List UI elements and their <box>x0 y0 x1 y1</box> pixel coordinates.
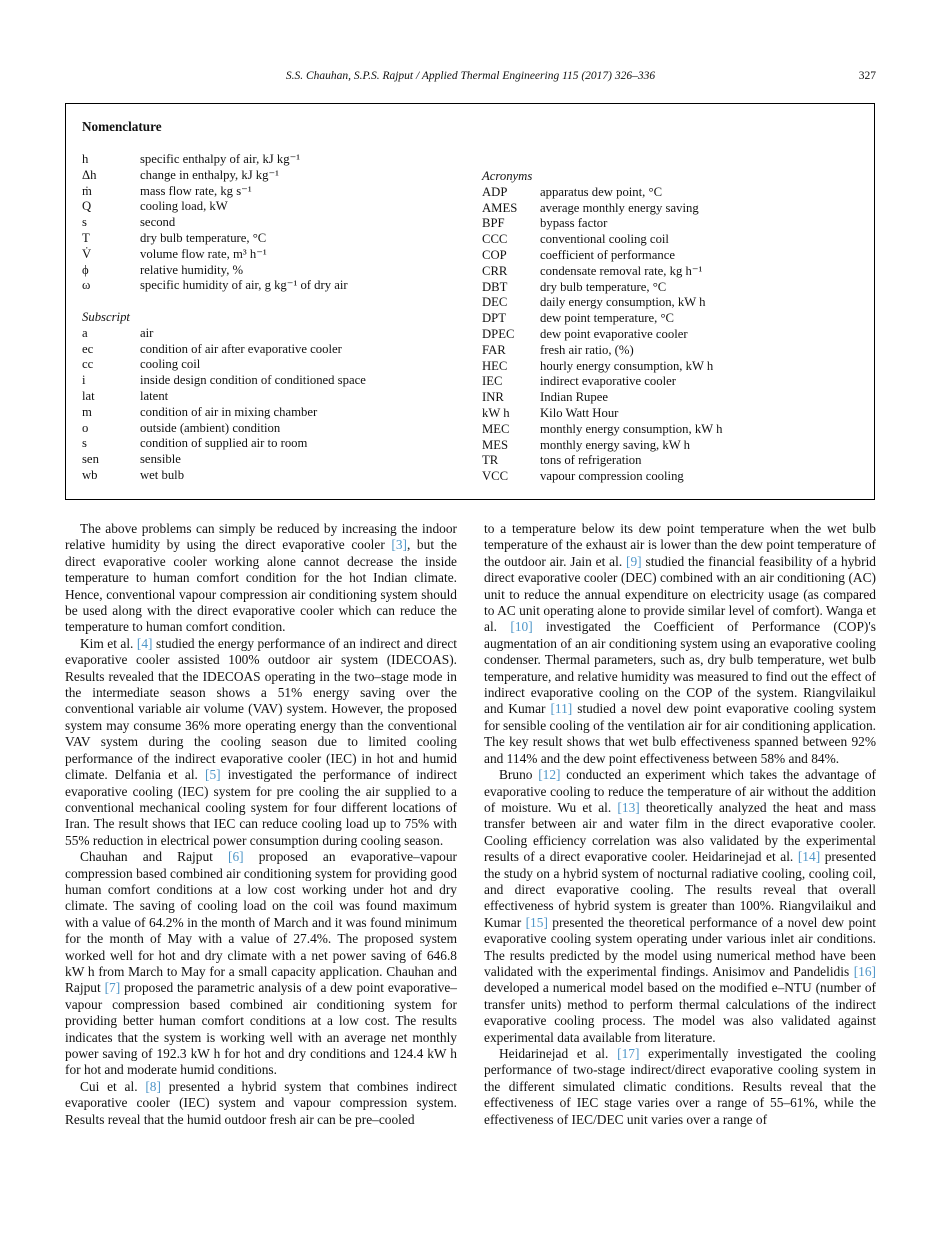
nomenclature-entry <box>482 406 858 422</box>
citation-link[interactable]: [10] <box>510 619 533 635</box>
definition: fresh air ratio, (%) <box>540 342 634 357</box>
definition: air <box>140 325 154 340</box>
nomenclature-entry <box>82 342 482 358</box>
citation-link[interactable]: [5] <box>205 767 221 783</box>
nomenclature-entry <box>482 453 858 469</box>
definition: Kilo Watt Hour <box>540 405 619 420</box>
definition: volume flow rate, m³ h⁻¹ <box>140 246 267 261</box>
nomenclature-entry <box>82 199 482 215</box>
text-run: Bruno <box>499 767 539 783</box>
nomenclature-entry <box>482 359 858 375</box>
definition: sensible <box>140 452 181 467</box>
term: DPEC <box>482 326 515 341</box>
definition: dew point evaporative cooler <box>540 326 688 341</box>
nomenclature-entry <box>82 436 482 452</box>
term: ω <box>82 278 91 293</box>
nomenclature-box <box>65 103 875 500</box>
term: ec <box>82 341 94 356</box>
term: cc <box>82 357 94 372</box>
subscript-heading: Subscript <box>82 309 130 324</box>
definition: monthly energy saving, kW h <box>540 437 691 452</box>
term: BPF <box>482 216 505 231</box>
text-run: presented a hybrid system that combines indirect evaporative cooler (IEC) system and vapour compression system. Results reveal that the humid outdoor fresh air can be pre–cooled <box>65 1078 457 1127</box>
definition: condition of supplied air to room <box>140 436 308 451</box>
acronyms-list <box>482 185 858 485</box>
text-run: proposed the parametric analysis of a dew point evaporative–vapour compression based combined air conditioning system for providing better human comfort conditions at a low cost. The results indicates that the system is working well with an average net monthly power saving of 192.3 kW h for hot and dry conditions and 124.4 kW h for hot and moderate humid conditions. <box>65 980 458 1078</box>
definition: coefficient of performance <box>540 247 676 262</box>
text-run: conducted an experiment which takes the advantage of evaporative cooling to reduce the temperature of air without the addition of moisture. Wu et al. <box>484 767 876 815</box>
term: o <box>82 420 89 435</box>
paragraph <box>484 1046 876 1128</box>
nomenclature-entry <box>82 468 482 484</box>
definition: dew point temperature, °C <box>540 311 675 326</box>
definition: second <box>140 215 176 230</box>
term: s <box>82 436 87 451</box>
term: Q <box>82 199 92 214</box>
text-run: The above problems can simply be reduced by increasing the indoor relative humidity by using the direct evaporative cooler <box>65 521 457 553</box>
text-run: proposed an evaporative–vapour compression based combined air conditioning system for providing good human comfort conditions at a low cost working under hot and dry climate. The saving of cooling load on the coil was found maximum with a value of 64.2% in the month of March and it was found minimum for the month of May with a value of 27.4%. The proposed system worked well for hot and dry climate with a net power saving of 646.8 kW h from March to May for a small capacity application. Chauhan and Rajput <box>65 849 458 996</box>
definition: dry bulb temperature, °C <box>540 279 667 294</box>
definition: latent <box>140 388 169 403</box>
term: IEC <box>482 374 503 389</box>
definition: specific humidity of air, g kg⁻¹ of dry air <box>140 278 348 293</box>
nomenclature-entry <box>82 373 482 389</box>
definition: Indian Rupee <box>540 390 608 405</box>
nomenclature-entry <box>482 295 858 311</box>
text-run: to a temperature below its dew point temperature when the wet bulb temperature of the exhaust air is lower than the dew point temperature of the outdoor air. Jain et al. <box>484 521 876 569</box>
citation-link[interactable]: [3] <box>391 537 407 553</box>
nomenclature-entry <box>482 438 858 454</box>
text-run: theoretically analyzed the heat and mass transfer between air and water film in the direct evaporative cooler. Cooling efficiency correlation was also validated by the experimental results of a direct evaporative cooler. Heidarinejad et al. <box>484 799 876 865</box>
text-run: Heidarinejad et al. <box>499 1046 618 1061</box>
paragraph <box>65 849 457 1079</box>
nomenclature-entry <box>82 152 482 168</box>
text-run: studied the financial feasibility of a hybrid direct evaporative cooler (DEC) combined with an air conditioning (AC) unit to reduce the annual expenditure on electricity usage (as compared to AC unit operating alone to provide similar level of comfort). Wanga et al. <box>484 553 876 635</box>
term: m <box>82 404 92 419</box>
article-body <box>65 521 876 1128</box>
term: kW h <box>482 405 510 420</box>
text-run: Cui et al. <box>80 1078 146 1094</box>
nomenclature-entry <box>482 201 858 217</box>
citation-link[interactable]: [15] <box>525 914 548 930</box>
nomenclature-entry <box>482 248 858 264</box>
text-run: presented the theoretical performance of a novel dew point evaporative cooling system operating under various inlet air conditions. The results predicted by the model using numerical method have been validated with the experimental findings. Anisimov and Pandelidis <box>484 914 876 979</box>
citation-link[interactable]: [17] <box>617 1046 640 1061</box>
paragraph <box>65 636 457 849</box>
paragraph <box>484 521 876 767</box>
running-title: S.S. Chauhan, S.P.S. Rajput / Applied Thermal Engineering 115 (2017) 326–336 <box>285 70 656 82</box>
citation-link[interactable]: [14] <box>797 849 821 865</box>
definition: condition of air in mixing chamber <box>140 404 318 419</box>
nomenclature-entry <box>482 374 858 390</box>
nomenclature-columns <box>82 152 858 485</box>
page-number: 327 <box>858 70 876 82</box>
definition: daily energy consumption, kW h <box>540 295 706 310</box>
citation-link[interactable]: [11] <box>550 701 573 717</box>
term: HEC <box>482 358 508 373</box>
definition: indirect evaporative cooler <box>540 374 676 389</box>
term: TR <box>482 453 499 468</box>
term: ϕ <box>82 262 89 277</box>
nomenclature-entry <box>82 231 482 247</box>
term: V̇ <box>82 246 92 261</box>
text-run: investigated the Coefficient of Performance (COP)'s augmentation of an air conditioning system using an evaporative cooling condenser. Thermal parameters, such as, dry bulb temperature, wet bulb temperature, and relative humidity was measured to find out the effect of indirect evaporative cooling on the COP of the system. Riangvilaikul and Kumar <box>484 619 877 717</box>
term: sen <box>82 452 99 467</box>
definition: dry bulb temperature, °C <box>140 230 267 245</box>
acronyms-heading: Acronyms <box>482 169 533 183</box>
nomenclature-title: Nomenclature <box>82 119 162 134</box>
nomenclature-entry <box>82 357 482 373</box>
term: CCC <box>482 232 508 247</box>
page-header <box>65 70 876 82</box>
definition: specific enthalpy of air, kJ kg⁻¹ <box>140 152 301 166</box>
symbols-list <box>82 152 482 294</box>
term: AMES <box>482 200 518 215</box>
text-run: experimentally investigated the cooling performance of two-stage indirect/direct evaporative cooling system in the different simulated climatic conditions. Results reveal that the effectiveness of IEC stage varies over a range of 55–61%, while the effectiveness of IEC/DEC unit varies over a range of <box>484 1046 876 1127</box>
definition: condensate removal rate, kg h⁻¹ <box>540 263 703 278</box>
nomenclature-entry <box>482 311 858 327</box>
left-text-column <box>65 521 457 1128</box>
term: FAR <box>482 342 506 357</box>
term: DBT <box>482 279 508 294</box>
term: a <box>82 325 88 340</box>
term: h <box>82 152 89 166</box>
term: MEC <box>482 421 510 436</box>
term: ADP <box>482 184 508 199</box>
term: MES <box>482 437 509 452</box>
term: T <box>82 230 90 245</box>
definition: bypass factor <box>540 216 608 231</box>
term: s <box>82 215 87 230</box>
nomenclature-entry <box>482 343 858 359</box>
citation-link[interactable]: [4] <box>136 635 153 651</box>
nomenclature-entry <box>482 390 858 406</box>
citation-link[interactable]: [13] <box>617 799 640 815</box>
text-run: studied the energy performance of an indirect and direct evaporative cooler assisted 100% outdoor air system (IDECOAS). Results revealed that the IDECOAS operating in the two–stage mode in the intermediate season shows a 51% energy saving over the conventional variable air volume (VAV) system. However, the proposed system may consume 36% more operating energy than the conventional VAV system during the cooling season due to limited cooling performance of the indirect evaporative cooler (IEC) in hot and humid climate. Delfania et al. <box>65 635 457 783</box>
definition: inside design condition of conditioned space <box>140 373 366 388</box>
citation-link[interactable]: [9] <box>626 553 642 569</box>
definition: apparatus dew point, °C <box>540 184 663 199</box>
term: DPT <box>482 311 506 326</box>
nomenclature-entry <box>82 184 482 200</box>
paragraph <box>484 767 876 1046</box>
nomenclature-entry <box>482 216 858 232</box>
term: Δh <box>82 167 97 182</box>
nomenclature-entry <box>82 452 482 468</box>
nomenclature-entry <box>482 327 858 343</box>
paragraph <box>65 521 457 636</box>
nomenclature-entry <box>82 389 482 405</box>
nomenclature-right-column <box>482 152 858 485</box>
term: CRR <box>482 263 508 278</box>
nomenclature-entry <box>82 263 482 279</box>
text-run: presented the study on a hybrid system of nocturnal radiative cooling, cooling coil, and direct evaporative cooling. The results reveal that overall effectiveness of hybrid system is greater than 100%. Riangvilaikul and Kumar <box>484 849 877 930</box>
text-run: Kim et al. <box>80 635 137 651</box>
definition: monthly energy consumption, kW h <box>540 421 723 436</box>
nomenclature-entry <box>482 185 858 201</box>
nomenclature-entry <box>482 280 858 296</box>
text-run: , but the direct evaporative cooler working alone cannot decrease the inside temperature to human comfort condition for the hot Indian climate. Hence, conventional vapour compression air conditioning system should be used along with the direct evaporative cooler which can reduce the temperature to human comfort condition. <box>65 537 457 635</box>
term: lat <box>82 388 95 403</box>
nomenclature-entry <box>82 247 482 263</box>
citation-link[interactable]: [16] <box>853 963 876 979</box>
citation-link[interactable]: [6] <box>227 849 244 865</box>
term: VCC <box>482 469 509 484</box>
nomenclature-entry <box>82 278 482 294</box>
paragraph <box>65 1079 457 1128</box>
definition: condition of air after evaporative cooler <box>140 341 342 356</box>
text-run: developed a numerical model based on the modified e–NTU (number of transfer units) method to perform thermal calculations of the indirect evaporative cooling process. The model was also validated against experimental data available from literature. <box>484 980 876 1045</box>
nomenclature-entry <box>482 422 858 438</box>
definition: relative humidity, % <box>140 262 244 277</box>
definition: average monthly energy saving <box>540 200 699 215</box>
term: DEC <box>482 295 508 310</box>
definition: change in enthalpy, kJ kg⁻¹ <box>140 167 279 182</box>
definition: vapour compression cooling <box>540 469 684 484</box>
term: wb <box>82 467 98 482</box>
definition: cooling load, kW <box>140 199 228 214</box>
definition: conventional cooling coil <box>540 232 669 247</box>
nomenclature-entry <box>82 405 482 421</box>
term: INR <box>482 390 504 405</box>
citation-link[interactable]: [8] <box>145 1078 161 1094</box>
text-run: investigated the performance of indirect evaporative cooling (IEC) system for pre cooling the air supplied to a conventional mechanical cooling system for four different locations of Iran. The result shows that IEC can reduce cooling load up to 75% with 55% reduction in electrical power consumption during cooling season. <box>65 767 457 848</box>
nomenclature-entry <box>82 168 482 184</box>
term: i <box>82 373 86 388</box>
nomenclature-entry <box>482 264 858 280</box>
nomenclature-entry <box>482 232 858 248</box>
nomenclature-left-column <box>82 152 482 485</box>
definition: wet bulb <box>140 467 185 482</box>
definition: cooling coil <box>140 357 201 372</box>
text-run: Chauhan and Rajput <box>80 849 228 865</box>
nomenclature-entry <box>82 215 482 231</box>
definition: hourly energy consumption, kW h <box>540 358 714 373</box>
term: ṁ <box>82 183 92 198</box>
citation-link[interactable]: [7] <box>104 980 121 996</box>
nomenclature-entry <box>482 469 858 485</box>
subscripts-list <box>82 326 482 484</box>
definition: outside (ambient) condition <box>140 420 281 435</box>
text-run: studied a novel dew point evaporative cooling system for sensible cooling of the ventilation air for air conditioning application. The key result shows that wet bulb effectiveness spanned between 92% and 114% and the dew point effectiveness between 58% and 84%. <box>484 701 876 766</box>
definition: mass flow rate, kg s⁻¹ <box>140 183 252 198</box>
citation-link[interactable]: [12] <box>538 767 561 783</box>
nomenclature-entry <box>82 421 482 437</box>
definition: tons of refrigeration <box>540 453 642 468</box>
right-text-column <box>484 521 876 1128</box>
term: COP <box>482 247 507 262</box>
nomenclature-entry <box>82 326 482 342</box>
